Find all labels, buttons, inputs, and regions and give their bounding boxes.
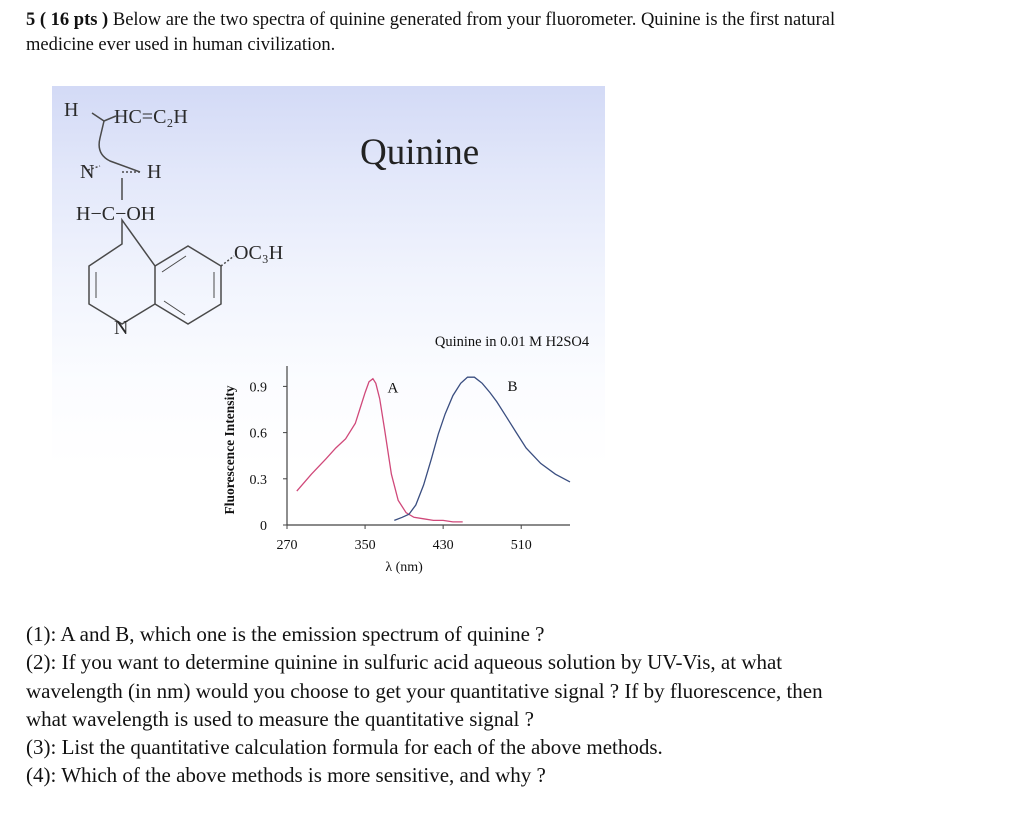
ring-right [155,246,221,324]
question-2-line-2: wavelength (in nm) would you choose to get your quantitative signal ? If by fluorescence, then [26,678,823,703]
series-line-a [297,379,463,522]
y-tick-label: 0 [260,519,267,534]
question-1: (1): A and B, which one is the emission spectrum of quinine ? [26,622,545,646]
y-tick-label: 0.6 [249,426,267,442]
series-group [297,377,570,522]
question-3: (3): List the quantitative calculation formula for each of the above methods. [26,735,663,760]
header-line-2: medicine ever used in human civilization. [26,35,336,55]
question-header [26,8,1001,58]
spectra-chart [222,334,590,575]
series-label-b: B [507,379,518,396]
y-tick-label: 0.3 [249,472,267,488]
chart-title: Quinine in 0.01 M H2SO4 [434,334,590,350]
x-tick-label: 510 [510,538,532,553]
x-tick-label: 350 [354,538,376,553]
quinine-figure [52,86,605,594]
question-number: 5 [26,10,36,30]
bridge-ring [99,121,140,172]
atom-carbinol: H−C−OH [76,203,156,225]
question-points: ( 16 pts ) [39,10,109,30]
x-tick-label: 270 [276,538,298,553]
x-ticks [277,525,532,553]
question-list [26,620,1001,790]
structure-title: Quinine [360,132,480,173]
atom-methoxy: OC₃H [234,242,284,264]
atom-h-bridge: H [147,161,162,183]
atom-n-ring: N [114,317,129,339]
y-ticks [250,380,288,534]
series-label-a: A [387,380,399,397]
y-tick-label: 0.9 [249,380,267,396]
atom-h-top: H [64,99,79,121]
header-line-1 [26,8,1001,33]
x-tick-label: 430 [432,538,454,553]
atom-vinyl: HC=C₂H [114,106,188,128]
bond-h-to-vinyl [92,113,116,121]
question-2-line-3: what wavelength is used to measure the quantitative signal ? [26,706,534,731]
figure-canvas [52,86,605,594]
series-line-b [394,377,570,520]
question-4: (4): Which of the above methods is more sensitive, and why ? [26,763,546,788]
header-text-1: Below are the two spectra of quinine generated from your fluorometer. Quinine is the first natural [112,10,836,30]
bond-methoxy [221,256,234,266]
y-axis-label: Fluorescence Intensity [222,385,237,515]
ring-left [89,220,155,324]
structure-labels [64,99,283,339]
atom-n-bridge: N [80,161,95,183]
question-2-line-1: (2): If you want to determine quinine in sulfuric acid aqueous solution by UV-Vis, at what [26,650,783,675]
x-axis-label: λ (nm) [385,560,423,575]
